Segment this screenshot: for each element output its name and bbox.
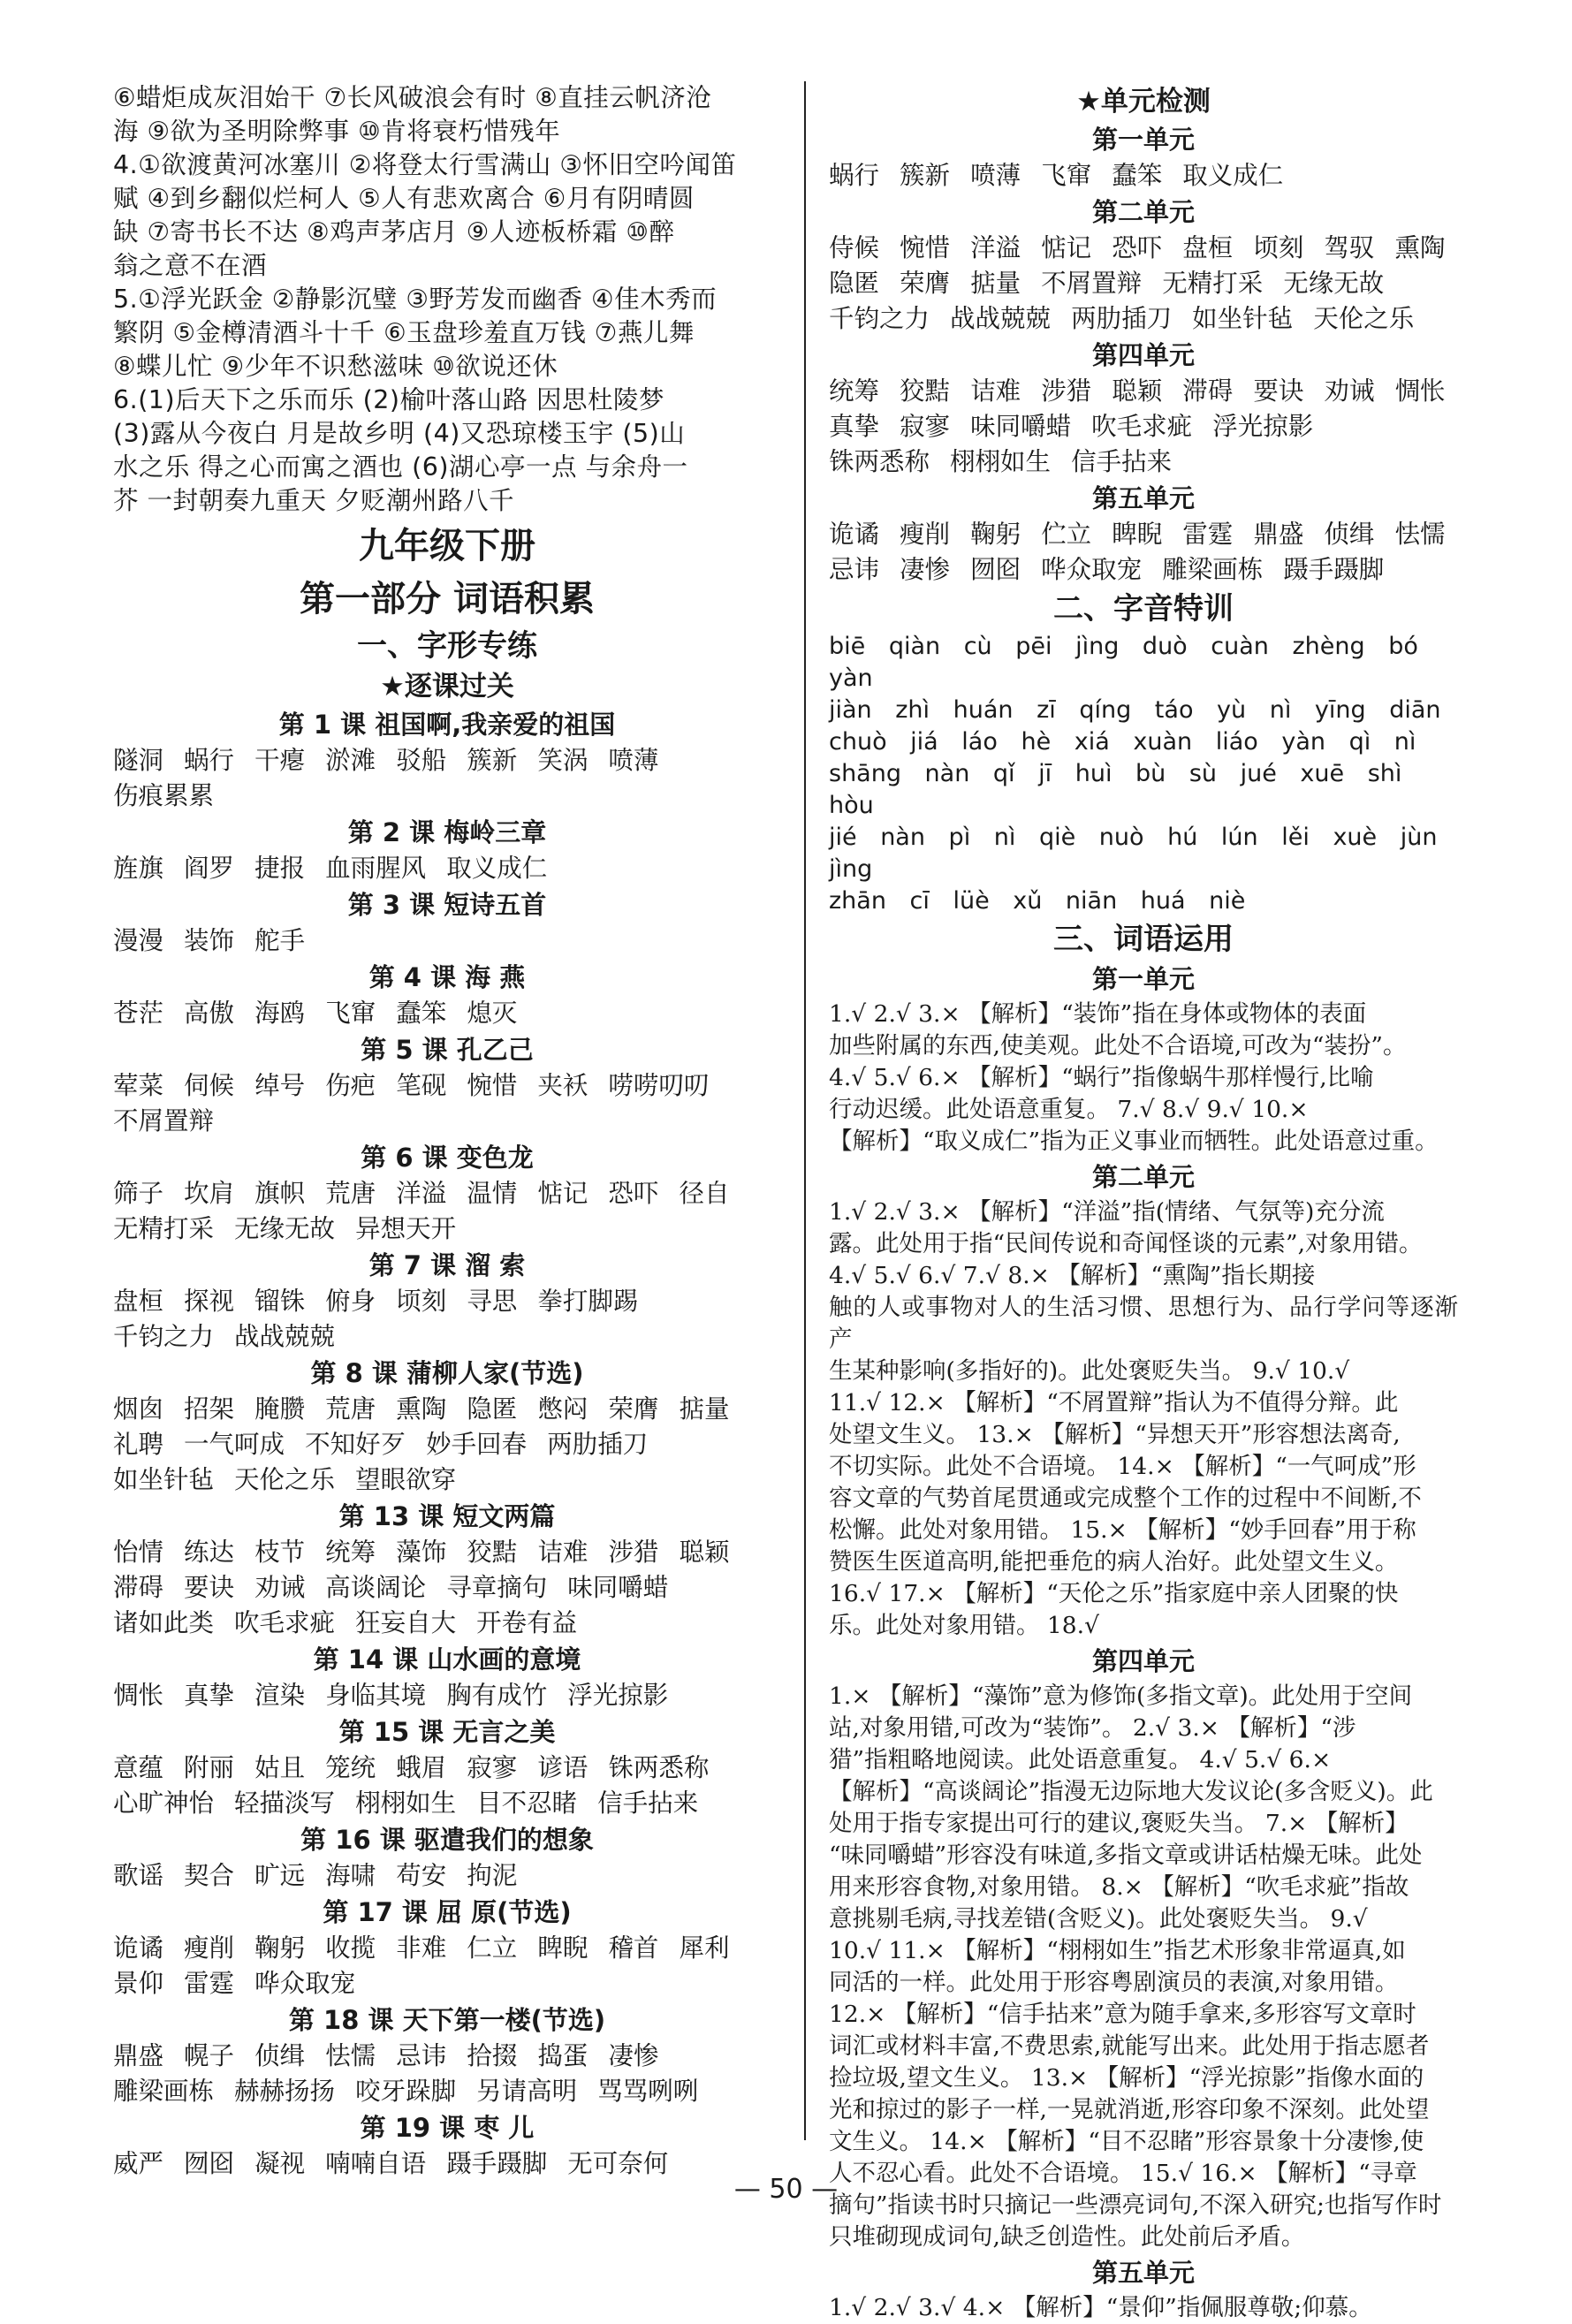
word-list: 忌讳 凄惨 囫囵 哗众取宠 雕梁画栋 蹑手蹑脚 (829, 555, 1385, 584)
analysis-line: 意挑剔毛病,寻找差错(含贬义)。此处褒贬失当。 9.√ (829, 1905, 1368, 1933)
word-list: 鼎盛 幌子 侦缉 怯懦 忌讳 拾掇 捣蛋 凄惨 (113, 2041, 659, 2070)
word-list: 心旷神怡 轻描淡写 栩栩如生 目不忍睹 信手拈来 (113, 1789, 699, 1818)
answer-line: 5.①浮光跃金 ②静影沉璧 ③野芳发而幽香 ④佳木秀而 (113, 285, 718, 314)
word-list: 如坐针毡 天伦之乐 望眼欲穿 (113, 1465, 457, 1494)
lesson-title: 第 15 课 无言之美 (338, 1717, 556, 1747)
lesson-title: 第 6 课 变色龙 (361, 1143, 534, 1173)
lesson-title: 第 14 课 山水画的意境 (313, 1644, 581, 1675)
analysis-line: 捡垃圾,望文生义。 13.× 【解析】“浮光掠影”指像水面的 (829, 2064, 1424, 2092)
analysis-line: 4.√ 5.√ 6.√ 7.√ 8.× 【解析】“熏陶”指长期接 (829, 1262, 1316, 1289)
word-list: 滞碍 要诀 劝诫 高谈阔论 寻章摘句 味同嚼蜡 (113, 1573, 669, 1602)
analysis-line: 16.√ 17.× 【解析】“天伦之乐”指家庭中亲人团聚的快 (829, 1580, 1399, 1607)
lesson-title: 第 13 课 短文两篇 (338, 1501, 556, 1531)
word-list: 蜗行 簇新 喷薄 飞窜 蠢笨 取义成仁 (829, 161, 1284, 190)
word-list: 诸如此类 吹毛求疵 狂妄自大 开卷有益 (113, 1608, 578, 1637)
lesson-title: 第 1 课 祖国啊,我亲爱的祖国 (278, 710, 616, 740)
analysis-line: 加些附属的东西,使美观。此处不合语境,可改为“装扮”。 (829, 1032, 1407, 1059)
word-list: 不屑置辩 (113, 1106, 215, 1135)
unit-title: 第四单元 (1091, 1646, 1195, 1676)
pinyin-line: shāng nàn qǐ jī huì bù sù jué xuē shì hòu (829, 760, 1402, 819)
analysis-line: 【解析】“取义成仁”指为正义事业而牺牲。此处语意过重。 (829, 1128, 1439, 1155)
unit-title: 第一单元 (1091, 964, 1195, 994)
word-list: 铢两悉称 栩栩如生 信手拈来 (829, 447, 1173, 476)
word-list: 伤痕累累 (113, 781, 215, 810)
analysis-line: 赞医生医道高明,能把垂危的病人治好。此处望文生义。 (829, 1548, 1399, 1576)
analysis-line: 摘句”指读书时只摘记一些漂亮词句,不深入研究;也指写作时 (829, 2191, 1442, 2219)
word-list: 意蕴 附丽 姑且 笼统 蛾眉 寂寥 谚语 铢两悉称 (113, 1753, 710, 1782)
pinyin-line: zhān cī lüè xǔ niān huá niè (829, 887, 1246, 915)
word-list: 惆怅 真挚 渲染 身临其境 胸有成竹 浮光掠影 (113, 1681, 669, 1710)
answer-line: 6.(1)后天下之乐而乐 (2)榆叶落山路 因思杜陵梦 (113, 385, 665, 414)
usage-section-title: 三、词语运用 (1053, 922, 1234, 957)
analysis-line: 行动迟缓。此处语意重复。 7.√ 8.√ 9.√ 10.× (829, 1096, 1309, 1123)
analysis-line: 【解析】“高谈阔论”指漫无边际地大发议论(多含贬义)。此 (829, 1778, 1433, 1805)
analysis-line: 猎”指粗略地阅读。此处语意重复。 4.√ 5.√ 6.× (829, 1746, 1332, 1773)
answer-line: 繁阴 ⑤金樽清酒斗十千 ⑥玉盘珍羞直万钱 ⑦燕儿舞 (113, 318, 695, 347)
word-list: 真挚 寂寥 味同嚼蜡 吹毛求疵 浮光掠影 (829, 412, 1314, 441)
analysis-line: 10.√ 11.× 【解析】“栩栩如生”指艺术形象非常逼真,如 (829, 1937, 1406, 1964)
analysis-line: 生某种影响(多指好的)。此处褒贬失当。 9.√ 10.√ (829, 1357, 1350, 1385)
word-list: 怡情 练达 枝节 统筹 藻饰 狡黠 诘难 涉猎 聪颖 (113, 1538, 730, 1567)
word-list: 烟囱 招架 腌臜 荒唐 熏陶 隐匿 憋闷 荣膺 掂量 (113, 1394, 730, 1424)
lesson-title: 第 18 课 天下第一楼(节选) (288, 2005, 606, 2035)
word-list: 漫漫 装饰 舵手 (113, 926, 306, 955)
analysis-line: 1.√ 2.√ 3.√ 4.× 【解析】“景仰”指佩服尊敬;仰慕。 (829, 2294, 1372, 2321)
unit-title: 第五单元 (1091, 2258, 1195, 2288)
answer-line: 海 ⑨欲为圣明除弊事 ⑩肯将衰朽惜残年 (113, 117, 561, 146)
word-list: 千钧之力 战战兢兢 (113, 1322, 336, 1351)
answer-line: 水之乐 得之心而寓之酒也 (6)湖心亭一点 与余舟一 (113, 452, 688, 482)
part-title: 第一部分 词语积累 (300, 579, 595, 619)
analysis-line: 1.√ 2.√ 3.× 【解析】“洋溢”指(情绪、气氛等)充分流 (829, 1198, 1385, 1226)
word-list: 雕梁画栋 赫赫扬扬 咬牙跺脚 另请高明 骂骂咧咧 (113, 2077, 699, 2106)
answer-line: 翁之意不在酒 (113, 251, 268, 280)
lesson-title: 第 16 课 驱遣我们的想象 (300, 1825, 594, 1855)
answer-line: 缺 ⑦寄书长不达 ⑧鸡声茅店月 ⑨人迹板桥霜 ⑩醉 (113, 217, 675, 247)
left-column (113, 81, 781, 2183)
answer-line: 赋 ④到乡翻似烂柯人 ⑤人有悲欢离合 ⑥月有阴晴圆 (113, 184, 695, 213)
word-list: 礼聘 一气呵成 不知好歹 妙手回春 两肋插刀 (113, 1430, 649, 1459)
word-list: 隧洞 蜗行 干瘪 淤滩 驳船 簇新 笑涡 喷薄 (113, 746, 659, 775)
pinyin-section-title: 二、字音特训 (1053, 591, 1234, 627)
lesson-title: 第 5 课 孔乙己 (361, 1035, 534, 1065)
word-list: 千钧之力 战战兢兢 两肋插刀 如坐针毡 天伦之乐 (829, 304, 1415, 333)
analysis-line: 不切实际。此处不合语境。 14.× 【解析】“一气呵成”形 (829, 1453, 1416, 1480)
analysis-line: 1.× 【解析】“藻饰”意为修饰(多指文章)。此处用于空间 (829, 1682, 1413, 1710)
word-list: 统筹 狡黠 诘难 涉猎 聪颖 滞碍 要诀 劝诫 惆怅 (829, 376, 1446, 406)
lesson-title: 第 8 课 蒲柳人家(节选) (310, 1358, 584, 1388)
answer-line: 4.①欲渡黄河冰塞川 ②将登太行雪满山 ③怀旧空吟闻笛 (113, 150, 737, 179)
analysis-line: 处望文生义。 13.× 【解析】“异想天开”形容想法离奇, (829, 1421, 1401, 1448)
sub-title: ★逐课过关 (380, 671, 514, 703)
grade-title: 九年级下册 (359, 526, 535, 566)
analysis-line: 12.× 【解析】“信手拈来”意为随手拿来,多形容写文章时 (829, 2001, 1416, 2028)
analysis-line: 11.√ 12.× 【解析】“不屑置辩”指认为不值得分辩。此 (829, 1389, 1399, 1416)
analysis-line: 1.√ 2.√ 3.× 【解析】“装饰”指在身体或物体的表面 (829, 1000, 1367, 1028)
unit-title: 第一单元 (1091, 125, 1195, 155)
answer-line: ⑧蝶儿忙 ⑨少年不识愁滋味 ⑩欲说还休 (113, 352, 558, 381)
answer-line: (3)露从今夜白 月是故乡明 (4)又恐琼楼玉宇 (5)山 (113, 419, 686, 448)
lesson-title: 第 4 课 海 燕 (368, 962, 526, 992)
word-list: 景仰 雷霆 哗众取宠 (113, 1969, 356, 1998)
answer-line: 芥 一封朝奏九重天 夕贬潮州路八千 (113, 486, 515, 515)
pinyin-line: jiàn zhì huán zī qíng táo yù nì yīng diān (829, 696, 1441, 724)
word-list: 荤菜 伺候 绰号 伤疤 笔砚 惋惜 夹袄 唠唠叨叨 (113, 1071, 710, 1100)
unit-test-title: ★单元检测 (1076, 86, 1211, 118)
lesson-title: 第 17 课 屈 原(节选) (323, 1897, 572, 1927)
analysis-line: 站,对象用错,可改为“装饰”。 2.√ 3.× 【解析】“涉 (829, 1714, 1356, 1742)
analysis-line: 用来形容食物,对象用错。 8.× 【解析】“吹毛求疵”指故 (829, 1873, 1409, 1901)
analysis-line: 光和掠过的影子一样,一晃就消逝,形容印象不深刻。此处望 (829, 2096, 1430, 2123)
word-list: 盘桓 探视 镏铢 俯身 顷刻 寻思 拳打脚踢 (113, 1287, 639, 1316)
lesson-title: 第 3 课 短诗五首 (347, 890, 547, 920)
word-list: 侍候 惋惜 洋溢 惦记 恐吓 盘桓 顷刻 驾驭 熏陶 (829, 233, 1446, 262)
word-list: 无精打采 无缘无故 异想天开 (113, 1214, 457, 1243)
unit-title: 第二单元 (1091, 1162, 1195, 1192)
word-list: 诡谲 瘦削 鞠躬 伫立 睥睨 雷霆 鼎盛 侦缉 怯懦 (829, 520, 1446, 549)
pinyin-line: biē qiàn cù pēi jìng duò cuàn zhèng bó yàn (829, 633, 1418, 692)
analysis-line: 松懈。此处对象用错。 15.× 【解析】“妙手回春”用于称 (829, 1516, 1416, 1544)
column-divider (804, 81, 806, 2140)
analysis-line: 容文章的气势首尾贯通或完成整个工作的过程中不间断,不 (829, 1485, 1422, 1512)
analysis-line: 乐。此处对象用错。 18.√ (829, 1612, 1099, 1639)
analysis-line: “味同嚼蜡”形容没有味道,多指文章或讲话枯燥无味。此处 (829, 1842, 1423, 1869)
unit-title: 第四单元 (1091, 340, 1195, 370)
section-title: 一、字形专练 (357, 628, 537, 664)
pinyin-line: jié nàn pì nì qiè nuò hú lún lěi xuè jùn jìng (829, 824, 1438, 883)
answer-line: ⑥蜡炬成灰泪始干 ⑦长风破浪会有时 ⑧直挂云帆济沧 (113, 83, 712, 112)
lesson-title: 第 7 课 溜 索 (368, 1250, 526, 1280)
right-column (829, 81, 1458, 2324)
unit-title: 第五单元 (1091, 483, 1195, 513)
unit-title: 第二单元 (1091, 197, 1195, 227)
word-list: 歌谣 契合 旷远 海啸 苟安 拘泥 (113, 1861, 518, 1890)
word-list: 苍茫 高傲 海鸥 飞窜 蠢笨 熄灭 (113, 999, 518, 1028)
analysis-line: 处用于指专家提出可行的建议,褒贬失当。 7.× 【解析】 (829, 1810, 1409, 1837)
lesson-title: 第 2 课 梅岭三章 (347, 817, 547, 847)
analysis-line: 词汇或材料丰富,不费思索,就能写出来。此处用于指志愿者 (829, 2032, 1430, 2060)
analysis-line: 只堆砌现成词句,缺乏创造性。此处前后矛盾。 (829, 2223, 1305, 2251)
analysis-line: 文生义。 14.× 【解析】“目不忍睹”形容景象十分凄惨,使 (829, 2128, 1424, 2155)
word-list: 旌旗 阎罗 捷报 血雨腥风 取义成仁 (113, 854, 548, 883)
page-number: — 50 — (733, 2174, 839, 2205)
analysis-line: 露。此处用于指“民间传说和奇闻怪谈的元素”,对象用错。 (829, 1230, 1423, 1257)
lesson-title: 第 19 课 枣 儿 (360, 2113, 535, 2143)
word-list: 筛子 坎肩 旗帜 荒唐 洋溢 温情 惦记 恐吓 径自 (113, 1179, 730, 1208)
word-list: 隐匿 荣膺 掂量 不屑置辩 无精打采 无缘无故 (829, 269, 1385, 298)
analysis-line: 人不忍心看。此处不合语境。 15.√ 16.× 【解析】“寻章 (829, 2160, 1417, 2187)
word-list: 威严 囫囵 凝视 喃喃自语 蹑手蹑脚 无可奈何 (113, 2149, 669, 2178)
word-list: 诡谲 瘦削 鞠躬 收揽 非难 仁立 睥睨 稽首 犀利 (113, 1933, 730, 1963)
analysis-line: 触的人或事物对人的生活习惯、思想行为、品行学问等逐渐产 (829, 1294, 1458, 1353)
analysis-line: 4.√ 5.√ 6.× 【解析】“蜗行”指像蜗牛那样慢行,比喻 (829, 1064, 1374, 1091)
analysis-line: 同活的一样。此处用于形容粤剧演员的表演,对象用错。 (829, 1969, 1399, 1996)
pinyin-line: chuò jiá láo hè xiá xuàn liáo yàn qì nì (829, 728, 1416, 756)
